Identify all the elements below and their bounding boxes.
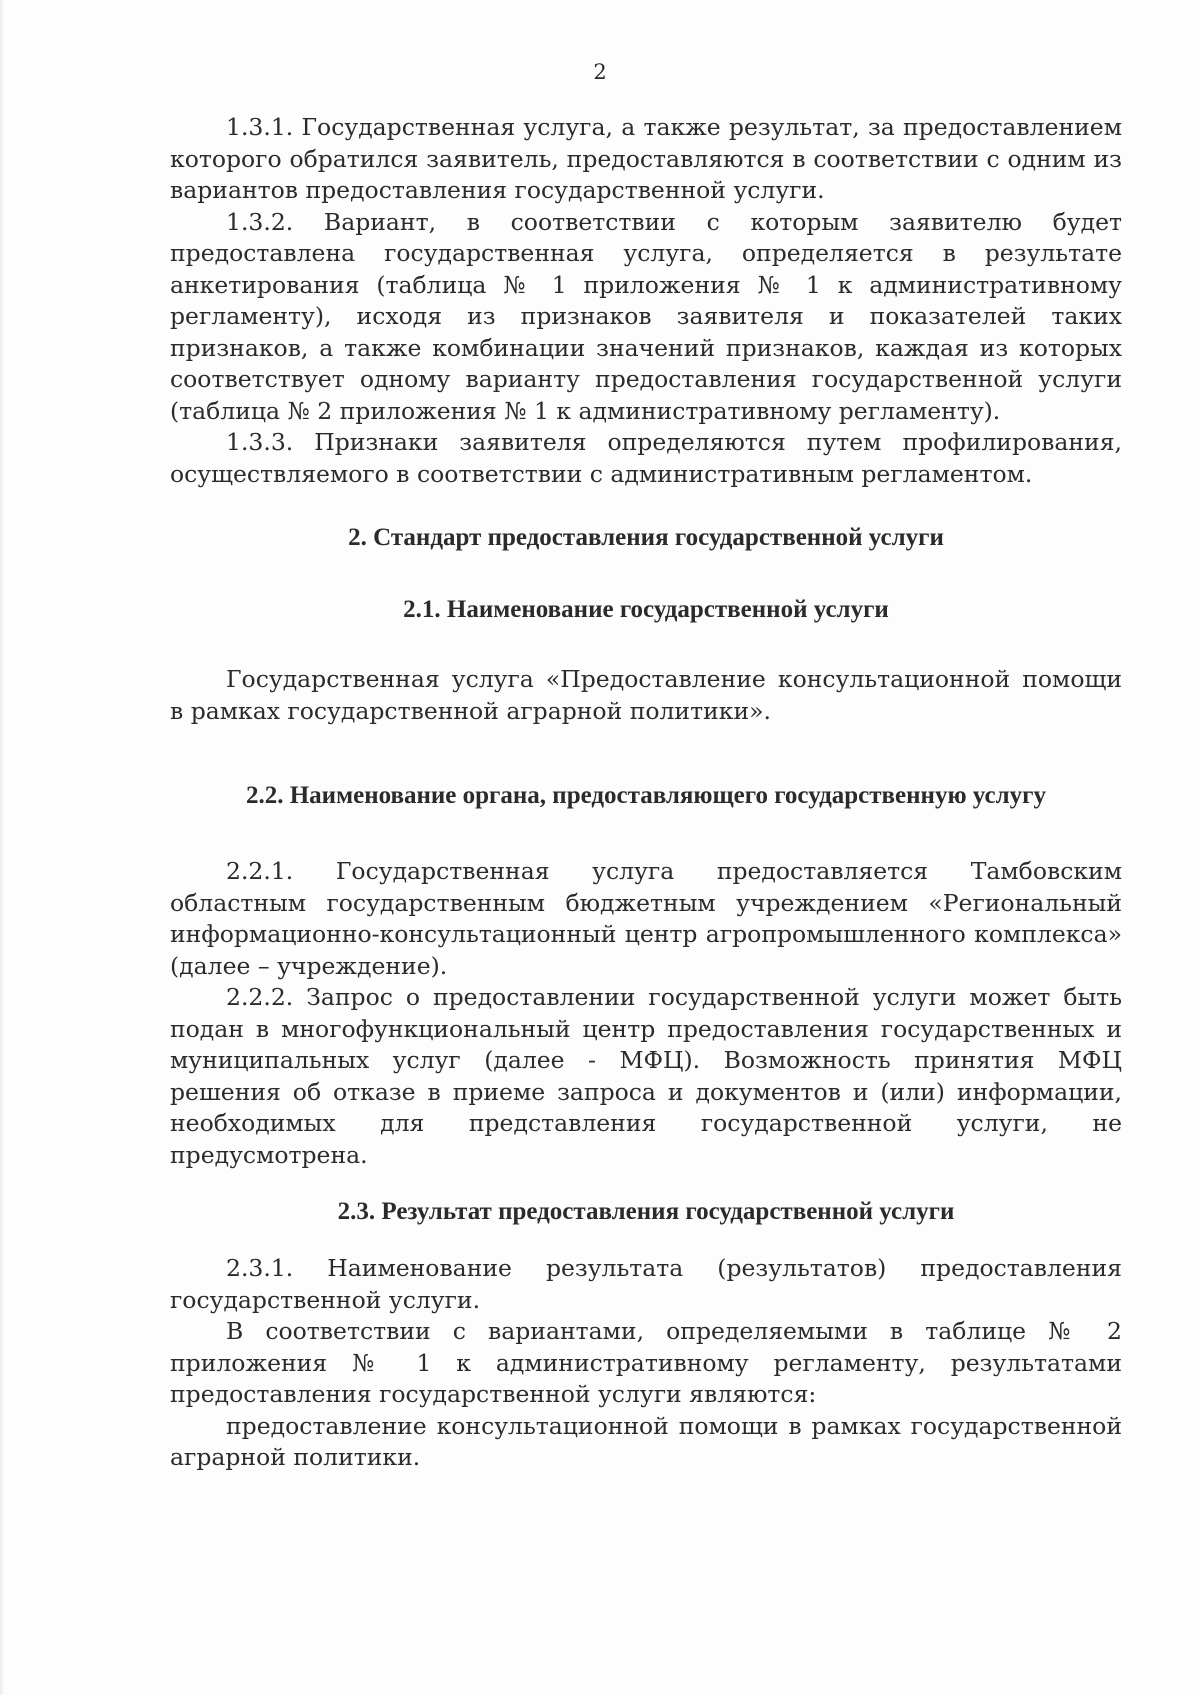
paragraph-2-2-1: 2.2.1. Государственная услуга предоставляется Тамбовским областным государственным бюджетным учреждением «Региональный информационно-консультационный центр агропромышленного комплекса» (далее – учреждение). bbox=[170, 857, 1122, 980]
paragraph-2-3-1: 2.3.1. Наименование результата (результатов) предоставления государственной услуги. bbox=[170, 1254, 1122, 1314]
paragraph-2-3-1-result: предоставление консультационной помощи в рамках государственной аграрной политики. bbox=[170, 1411, 1122, 1471]
paragraph-1-3-2: 1.3.2. Вариант, в соответствии с которым заявителю будет предоставлена государственная услуга, определяется в результате анкетирования (таблица № 1 приложения № 1 к административному регламенту), исходя из признаков заявителя и показателей таких признаков, а также комбинации значений признаков, каждая из которых соответствует одному варианту предоставления государственной услуги (таблица № 2 приложения № 1 к административному регламенту). bbox=[170, 207, 1122, 425]
page-number: 2 bbox=[593, 60, 607, 84]
paragraph-1-3-3: 1.3.3. Признаки заявителя определяются путем профилирования, осуществляемого в соответствии с административным регламентом. bbox=[170, 428, 1122, 488]
document-body bbox=[170, 112, 1122, 1474]
scan-edge-shadow bbox=[0, 0, 4, 1695]
heading-section-2-1: 2.1. Наименование государственной услуги bbox=[403, 596, 889, 623]
paragraph-2-1: Государственная услуга «Предоставление консультационной помощи в рамках государственной аграрной политики». bbox=[170, 665, 1122, 725]
heading-section-2: 2. Стандарт предоставления государственной услуги bbox=[348, 524, 944, 551]
paragraph-2-2-2: 2.2.2. Запрос о предоставлении государственной услуги может быть подан в многофункциональный центр предоставления государственных и муниципальных услуг (далее - МФЦ). Возможность принятия МФЦ решения об отказе в приеме запроса и документов и (или) информации, необходимых для представления государственной услуги, не предусмотрена. bbox=[170, 983, 1122, 1169]
paragraph-2-3-1-variants: В соответствии с вариантами, определяемыми в таблице № 2 приложения № 1 к административному регламенту, результатами предоставления государственной услуги являются: bbox=[170, 1317, 1122, 1408]
heading-section-2-3: 2.3. Результат предоставления государственной услуги bbox=[337, 1198, 955, 1225]
heading-section-2-2: 2.2. Наименование органа, предоставляющего государственную услугу bbox=[245, 782, 1047, 809]
paragraph-1-3-1: 1.3.1. Государственная услуга, а также результат, за предоставлением которого обратился заявитель, предоставляются в соответствии с одним из вариантов предоставления государственной услуги. bbox=[170, 113, 1122, 204]
